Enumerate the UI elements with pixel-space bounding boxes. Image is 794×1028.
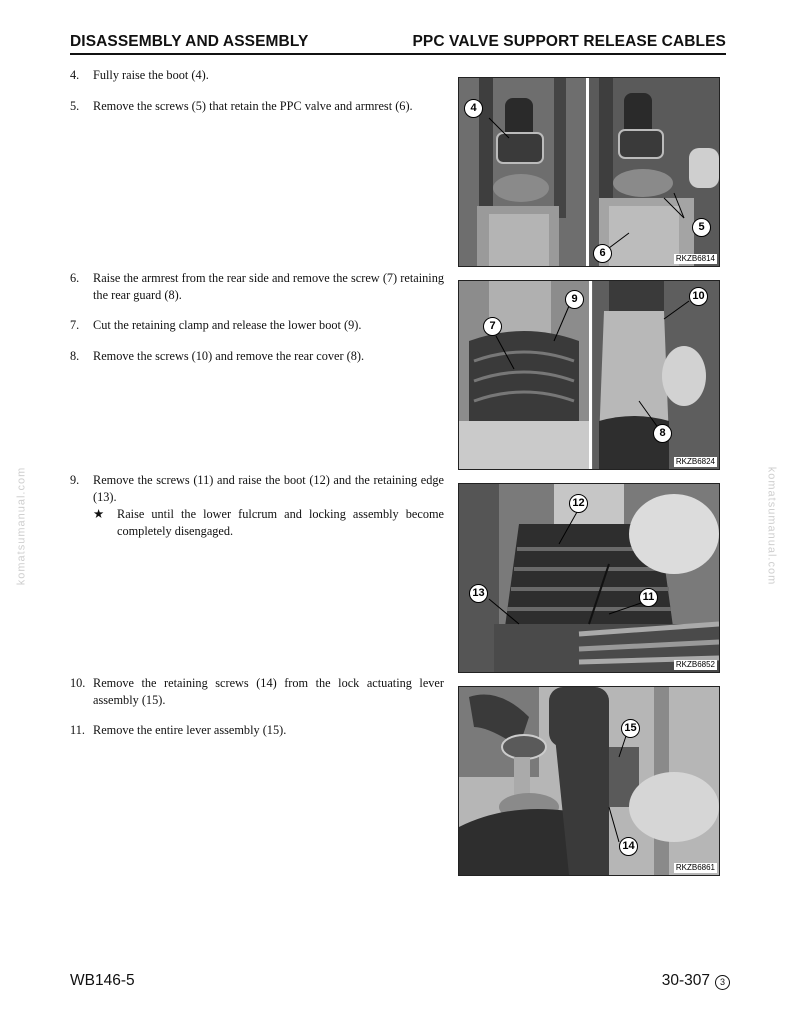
figure-code: RKZB6824 xyxy=(675,457,715,466)
figure-boot-armrest xyxy=(458,77,720,267)
model-number: WB146-5 xyxy=(70,972,135,989)
step-number: 6. xyxy=(70,271,80,285)
step-9 xyxy=(70,472,444,506)
photo-boot-retaining-edge xyxy=(459,484,719,672)
callout-9: 9 xyxy=(565,290,584,309)
photo-ppc-valve-armrest xyxy=(459,78,719,266)
step-text: Cut the retaining clamp and release the lower boot (9). xyxy=(93,318,362,332)
callout-11: 11 xyxy=(639,588,658,607)
callout-10: 10 xyxy=(689,287,708,306)
callout-4: 4 xyxy=(464,99,483,118)
page-header xyxy=(70,31,726,55)
step-number: 9. xyxy=(70,473,80,487)
step-text: Remove the screws (5) that retain the PPC valve and armrest (6). xyxy=(93,99,413,113)
step-7 xyxy=(70,317,444,334)
step-number: 4. xyxy=(70,68,80,82)
callout-12: 12 xyxy=(569,494,588,513)
figure-boot-retaining-edge xyxy=(458,483,720,673)
step-8 xyxy=(70,348,444,365)
step-10 xyxy=(70,675,444,709)
watermark-left: komatsumanual.com xyxy=(15,466,28,586)
step-number: 7. xyxy=(70,318,80,332)
step-text: Remove the screws (11) and raise the boot (12) and the retaining edge (13). xyxy=(93,473,444,504)
figure-code: RKZB6861 xyxy=(675,863,715,872)
step-text: Remove the entire lever assembly (15). xyxy=(93,723,287,737)
figure-code: RKZB6852 xyxy=(675,660,715,669)
callout-13: 13 xyxy=(469,584,488,603)
figure-code: RKZB6814 xyxy=(675,254,715,263)
photo-lever-assembly xyxy=(459,687,719,875)
step-number: 11. xyxy=(70,723,85,737)
callout-14: 14 xyxy=(619,837,638,856)
figure-lever-assembly xyxy=(458,686,720,876)
revision-badge: 3 xyxy=(715,975,730,990)
callout-7: 7 xyxy=(483,317,502,336)
step-number: 8. xyxy=(70,349,80,363)
step-number: 5. xyxy=(70,99,80,113)
photo-divider xyxy=(586,78,589,266)
step-text: Fully raise the boot (4). xyxy=(93,68,209,82)
photo-divider xyxy=(589,281,592,469)
step-9-note xyxy=(93,506,444,540)
step-5 xyxy=(70,98,444,115)
step-11 xyxy=(70,722,444,739)
star-icon: ★ xyxy=(93,507,105,521)
step-text: Raise the armrest from the rear side and remove the screw (7) retaining the rear guard (8). xyxy=(93,271,444,302)
step-text: Remove the screws (10) and remove the rear cover (8). xyxy=(93,349,365,363)
callout-8: 8 xyxy=(653,424,672,443)
step-text: Remove the retaining screws (14) from the lock actuating lever assembly (15). xyxy=(93,676,444,707)
callout-6: 6 xyxy=(593,244,612,263)
step-number: 10. xyxy=(70,676,86,690)
callout-15: 15 xyxy=(621,719,640,738)
step-6 xyxy=(70,270,444,304)
note-text: Raise until the lower fulcrum and locking assembly become completely disengaged. xyxy=(117,507,444,538)
step-4 xyxy=(70,67,444,84)
callout-5: 5 xyxy=(692,218,711,237)
page-footer xyxy=(70,972,730,994)
topic-title: PPC VALVE SUPPORT RELEASE CABLES xyxy=(412,33,726,50)
section-title: DISASSEMBLY AND ASSEMBLY xyxy=(70,33,309,50)
figure-rear-guard xyxy=(458,280,720,470)
page-number: 30-307 xyxy=(661,972,710,989)
watermark-right: komatsumanual.com xyxy=(765,466,778,586)
